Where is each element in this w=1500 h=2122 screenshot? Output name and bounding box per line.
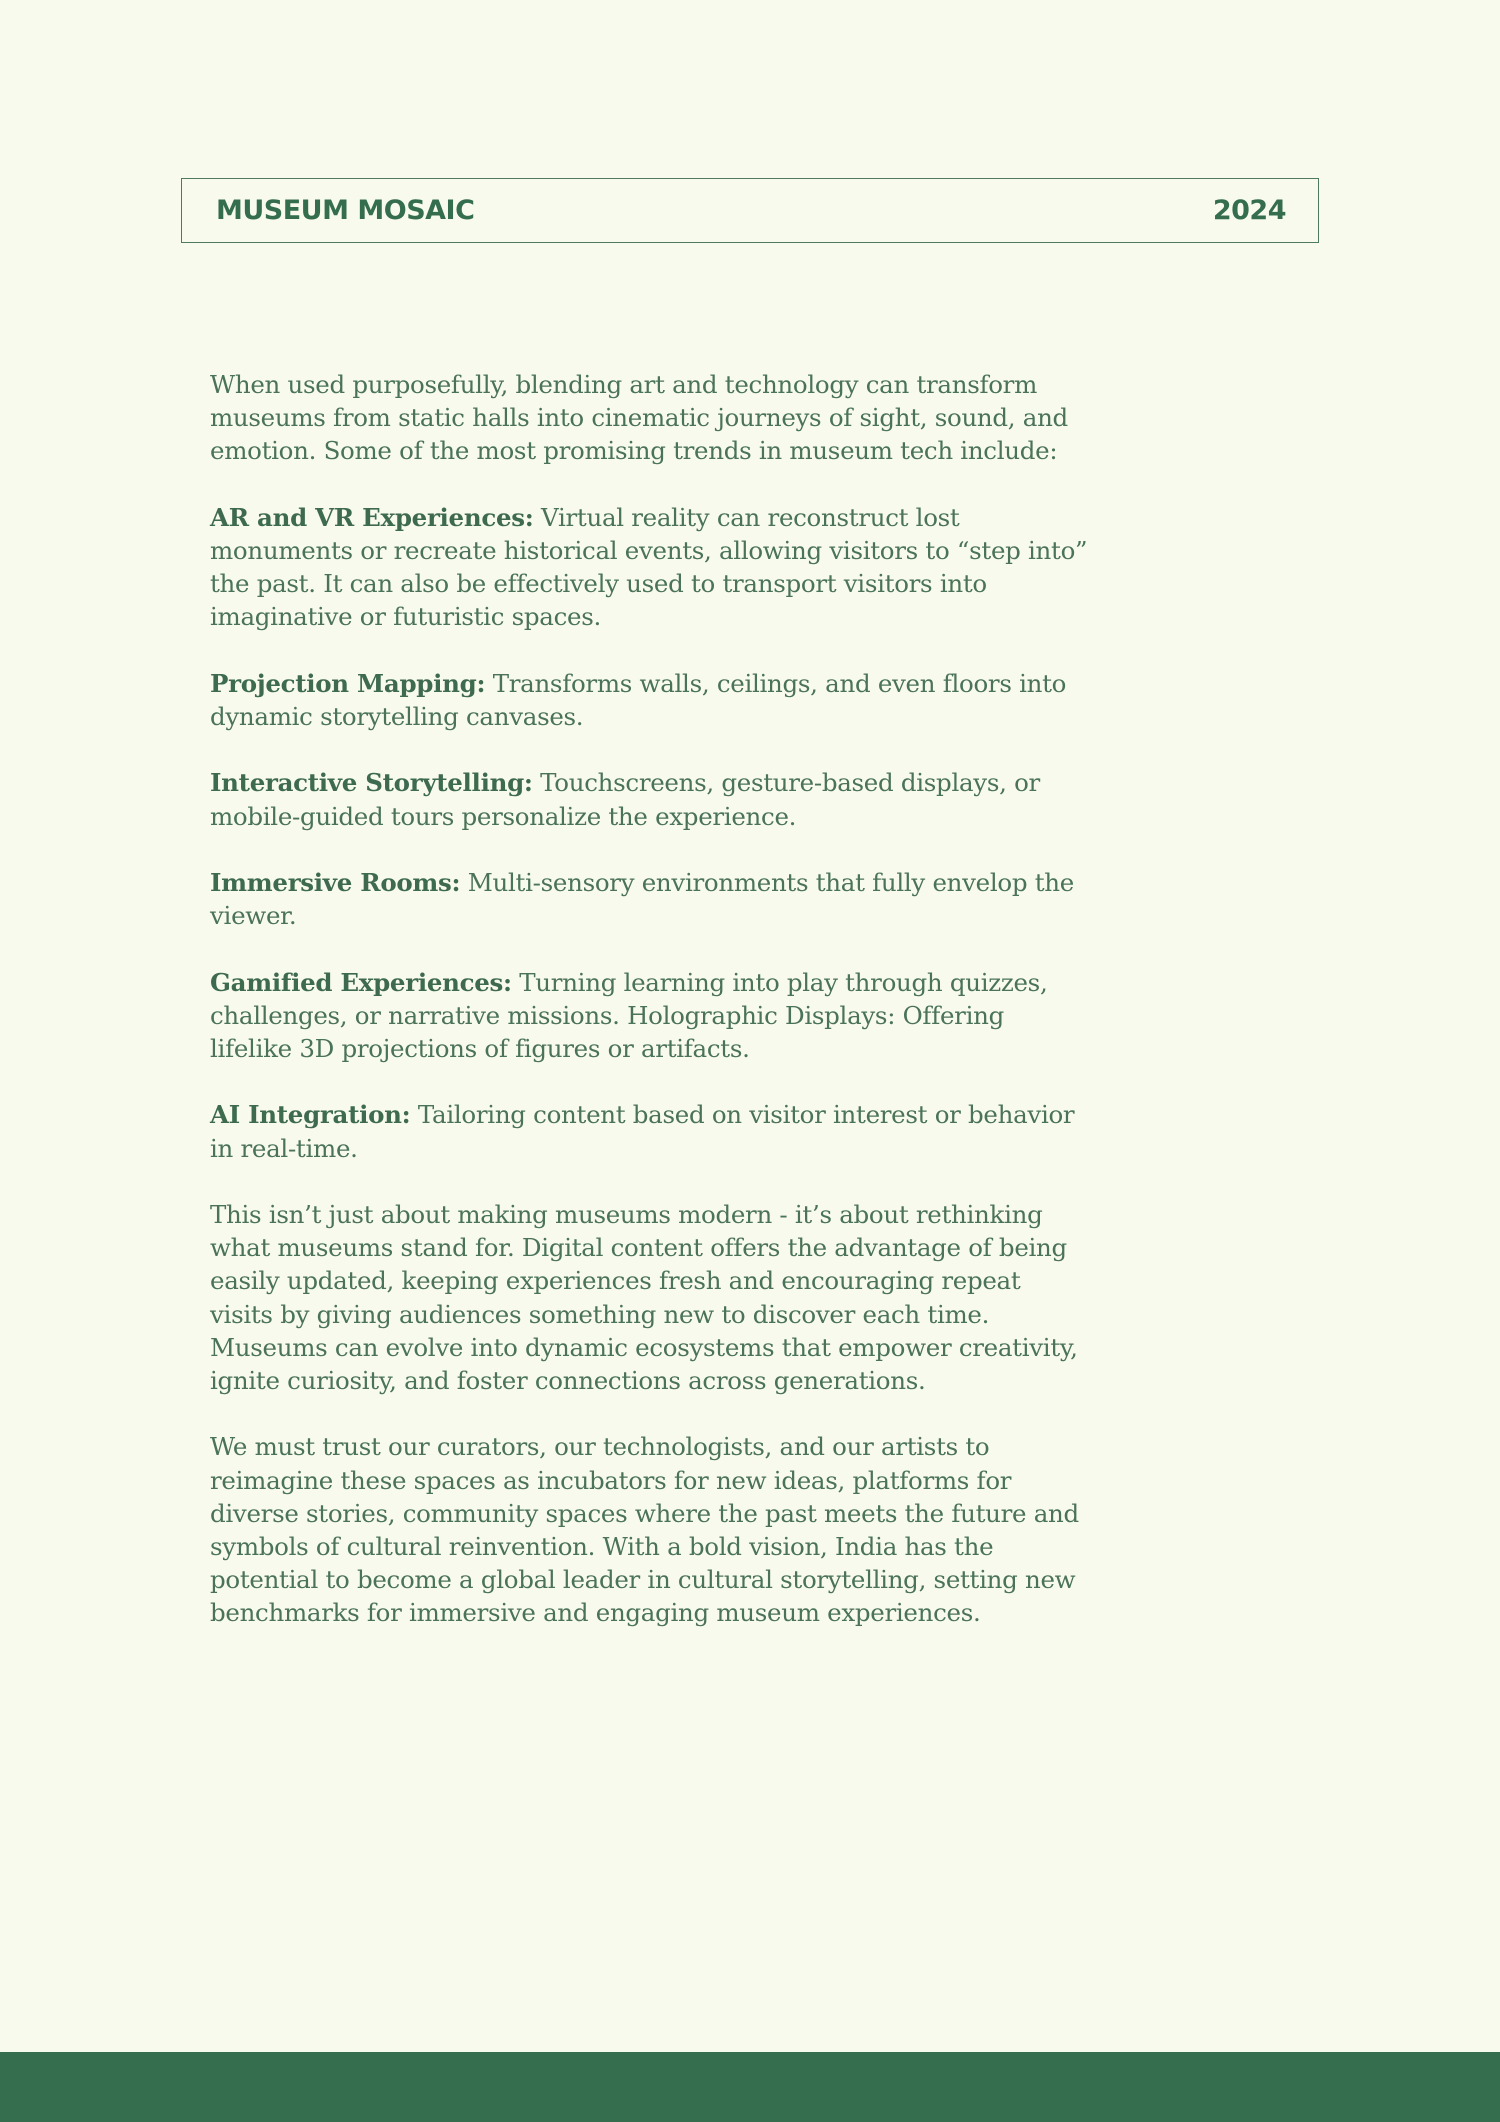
closing-paragraph-1: This isn’t just about making museums modern - it’s about rethinking what museums stand for. Digital content offers the advantage of being easily updated, keeping experiences fresh and encouraging repeat visits by giving audiences something new to discover each time. Museums can evolve into dynamic ecosystems that empower creativity, ignite curiosity, and foster connections across generations.: [210, 1199, 1078, 1395]
trend-item-ar-vr: [210, 501, 1090, 634]
trend-heading: Gamified Experiences:: [210, 967, 512, 997]
trend-heading: AR and VR Experiences:: [210, 502, 534, 532]
publication-title: MUSEUM MOSAIC: [216, 195, 475, 226]
intro-paragraph: When used purposefully, blending art and technology can transform museums from static halls into cinematic journeys of sight, sound, and emotion. Some of the most promising trends in museum tech include:: [210, 370, 1068, 466]
trend-item-immersive-rooms: [210, 866, 1090, 932]
publication-year: 2024: [1212, 195, 1286, 226]
trend-description: Transforms walls, ceilings, and even floors into dynamic storytelling canvases.: [210, 668, 1067, 731]
trend-heading: AI Integration:: [210, 1100, 411, 1130]
closing-paragraph-2: We must trust our curators, our technologists, and our artists to reimagine these spaces as incubators for new ideas, platforms for diverse stories, community spaces where the past meets the future and symbols of cultural reinvention. With a bold vision, India has the potential to become a global leader in cultural storytelling, setting new benchmarks for immersive and engaging museum experiences.: [210, 1432, 1079, 1628]
trend-description: Tailoring content based on visitor interest or behavior in real-time.: [210, 1100, 1075, 1163]
article-body: [210, 368, 1090, 1663]
trend-description: Multi-sensory environments that fully envelop the viewer.: [210, 867, 1074, 931]
trend-heading: Immersive Rooms:: [210, 867, 461, 897]
trend-heading: Projection Mapping:: [210, 668, 486, 698]
trend-item-ai-integration: [210, 1098, 1090, 1164]
trend-item-interactive-storytelling: [210, 766, 1090, 832]
trend-description: Virtual reality can reconstruct lost monuments or recreate historical events, allowing visitors to “step into” the past. It can also be effectively used to transport visitors into imaginative or futuristic spaces.: [210, 502, 1088, 632]
trend-description: Turning learning into play through quizzes, challenges, or narrative missions. Holographic Displays: Offering lifelike 3D projections of figures or artifacts.: [210, 967, 1048, 1063]
trend-item-projection-mapping: [210, 667, 1090, 733]
footer-bar: [0, 2052, 1500, 2122]
trend-heading: Interactive Storytelling:: [210, 768, 533, 798]
page-header: [181, 178, 1319, 243]
trend-description: Touchscreens, gesture-based displays, or mobile-guided tours personalize the experience.: [210, 768, 1040, 831]
trend-item-gamified-experiences: [210, 966, 1090, 1066]
